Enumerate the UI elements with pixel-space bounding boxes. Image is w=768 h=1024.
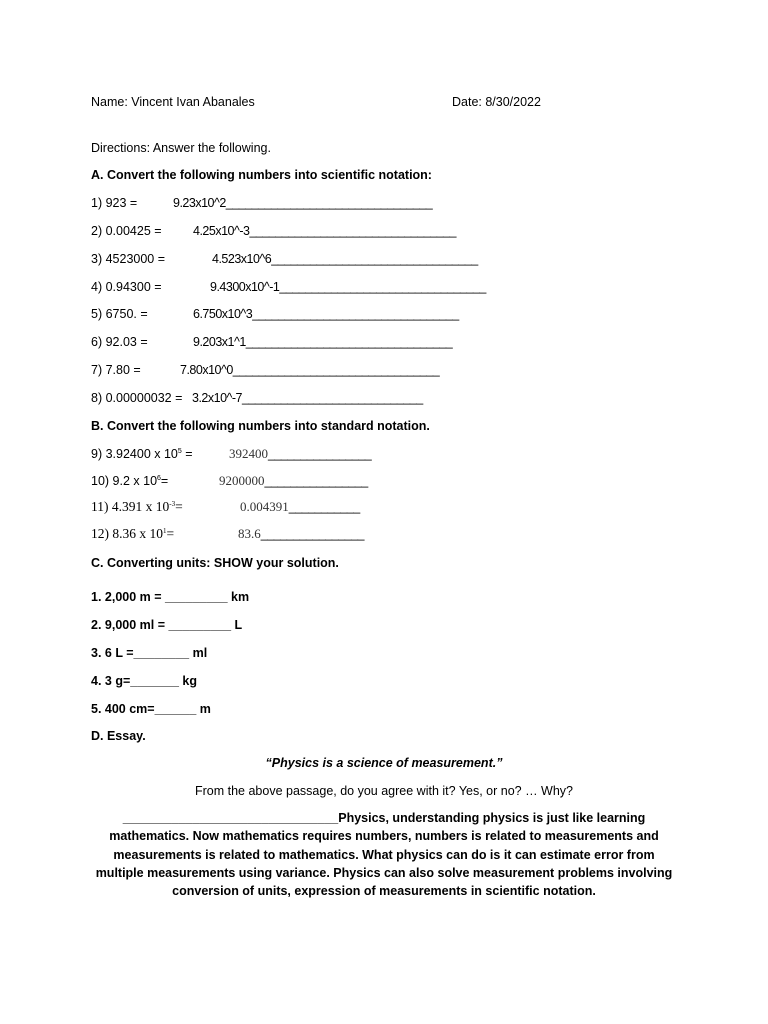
question-9: [91, 446, 193, 462]
answer-12-value: 83.6: [238, 526, 261, 541]
essay-prompt: From the above passage, do you agree with it? Yes, or no? … Why?: [195, 784, 573, 798]
question-8: 8) 0.00000032 =: [91, 391, 183, 405]
question-10-equals: =: [160, 474, 169, 488]
question-3: 3) 4523000 =: [91, 252, 166, 266]
conversion-1: 1. 2,000 m = _________ km: [91, 590, 250, 604]
answer-5: 6.750x10^3________________________________: [193, 307, 459, 321]
answer-10-value: 9200000: [219, 473, 265, 488]
answer-8: 3.2x10^-7____________________________: [192, 391, 423, 405]
conversion-4: 4. 3 g=_______ kg: [91, 674, 197, 688]
directions: Directions: Answer the following.: [91, 141, 271, 155]
question-1: 1) 923 =: [91, 196, 138, 210]
essay-quote: “Physics is a science of measurement.”: [265, 756, 503, 770]
answer-9-value: 392400: [229, 446, 268, 461]
answer-7: 7.80x10^0________________________________: [180, 363, 440, 377]
answer-4: 9.4300x10^-1________________________________: [210, 280, 486, 294]
question-10-base: 10) 9.2 x 10: [91, 474, 158, 488]
answer-10-blank: ________________: [264, 474, 368, 488]
answer-1: 9.23x10^2________________________________: [173, 196, 433, 210]
question-10: [91, 473, 168, 489]
question-12: [91, 526, 174, 542]
student-name: Name: Vincent Ivan Abanales: [91, 95, 255, 109]
question-9-base: 9) 3.92400 x 10: [91, 447, 178, 461]
question-9-exponent: 5: [177, 448, 182, 455]
answer-11: [240, 499, 360, 515]
conversion-2: 2. 9,000 ml = _________ L: [91, 618, 243, 632]
conversion-3: 3. 6 L =________ ml: [91, 646, 208, 660]
answer-12: [238, 526, 364, 542]
answer-9: [229, 446, 371, 462]
answer-3: 4.523x10^6________________________________: [212, 252, 478, 266]
worksheet-date: Date: 8/30/2022: [452, 95, 541, 109]
answer-12-blank: ________________: [260, 527, 364, 541]
answer-11-blank: ___________: [288, 500, 360, 514]
question-11: [91, 499, 183, 515]
question-11-equals: =: [175, 499, 183, 514]
question-9-equals: =: [181, 447, 193, 461]
question-12-equals: =: [166, 526, 175, 541]
question-12-exponent: 1: [163, 527, 167, 535]
answer-2: 4.25x10^-3________________________________: [193, 224, 456, 238]
section-b-heading: B. Convert the following numbers into standard notation.: [91, 419, 430, 433]
answer-9-blank: ________________: [268, 447, 372, 461]
section-c-heading: C. Converting units: SHOW your solution.: [91, 556, 339, 570]
section-d-heading: D. Essay.: [91, 729, 146, 743]
question-6: 6) 92.03 =: [91, 335, 148, 349]
answer-11-value: 0.004391: [240, 499, 289, 514]
essay-answer: _______________________________Physics, understanding physics is just like learning mathematics. Now mathematics requires numbers, numbers is related to measurements and measurements is related to mathematics. What physics can do is it can estimate error from multiple measurements using variance. Physics can also solve measurement problems involving conversion of units, expression of measurements in scientific notation.: [95, 811, 673, 899]
question-4: 4) 0.94300 =: [91, 280, 162, 294]
question-10-exponent: 6: [157, 475, 161, 482]
question-11-base: 11) 4.391 x 10: [91, 499, 170, 514]
question-7: 7) 7.80 =: [91, 363, 141, 377]
conversion-5: 5. 400 cm=______ m: [91, 702, 211, 716]
answer-10: [219, 473, 368, 489]
section-a-heading: A. Convert the following numbers into scientific notation:: [91, 168, 432, 182]
question-11-exponent: -3: [169, 500, 176, 508]
question-2: 2) 0.00425 =: [91, 224, 162, 238]
answer-6: 9.203x1^1________________________________: [193, 335, 453, 349]
question-12-base: 12) 8.36 x 10: [91, 526, 163, 541]
question-5: 5) 6750. =: [91, 307, 148, 321]
